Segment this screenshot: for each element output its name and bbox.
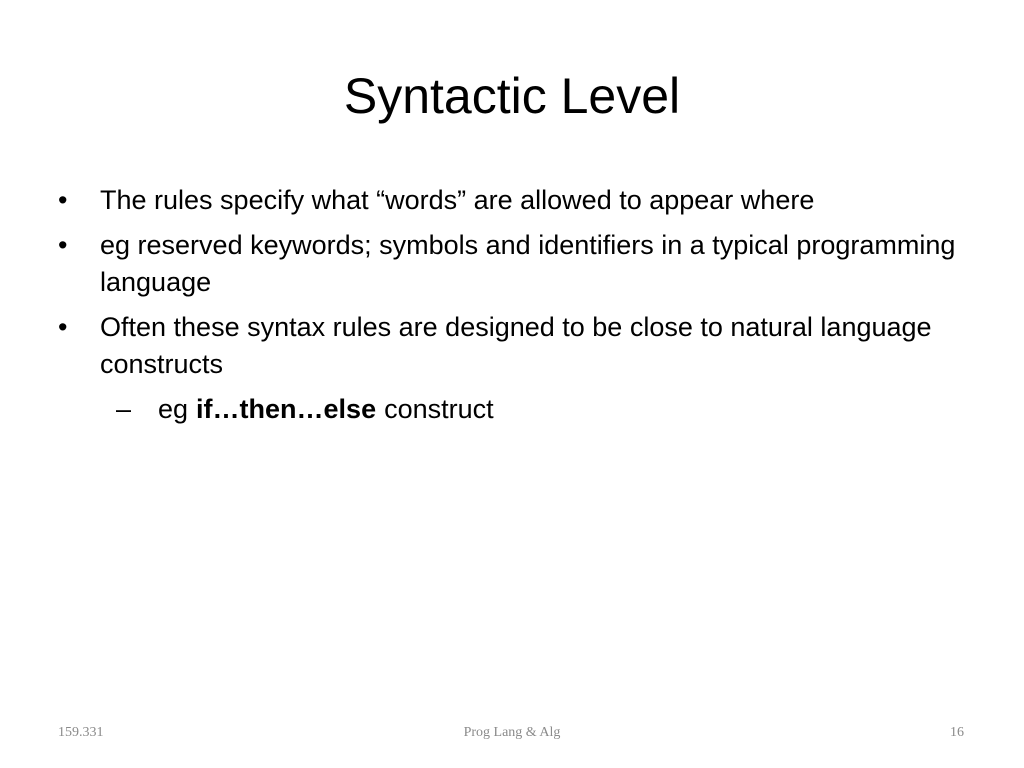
- footer-course-name: Prog Lang & Alg: [463, 725, 561, 740]
- bullet-item: [58, 227, 958, 301]
- bullet-text: Often these syntax rules are designed to be close to natural language constructs: [100, 312, 932, 379]
- bullet-text: The rules specify what “words” are allowed to appear where: [100, 185, 815, 215]
- bullet-icon: •: [58, 185, 68, 215]
- bullet-icon: •: [58, 230, 68, 260]
- bullet-icon: •: [58, 312, 68, 342]
- dash-icon: –: [116, 394, 132, 424]
- sub-bullet-prefix: eg: [158, 394, 189, 424]
- sub-bullet-item: [58, 391, 958, 428]
- bullet-item: [58, 309, 958, 383]
- footer-page-number: 16: [950, 725, 964, 740]
- bullet-text: eg reserved keywords; symbols and identifiers in a typical programming language: [100, 230, 956, 297]
- bullet-item: [58, 182, 958, 219]
- sub-bullet-suffix: construct: [384, 394, 494, 424]
- slide-body: [58, 182, 958, 436]
- sub-bullet-keyword: if…then…else: [196, 394, 377, 424]
- footer-course-code: 159.331: [58, 725, 104, 740]
- slide-title: Syntactic Level: [343, 68, 681, 124]
